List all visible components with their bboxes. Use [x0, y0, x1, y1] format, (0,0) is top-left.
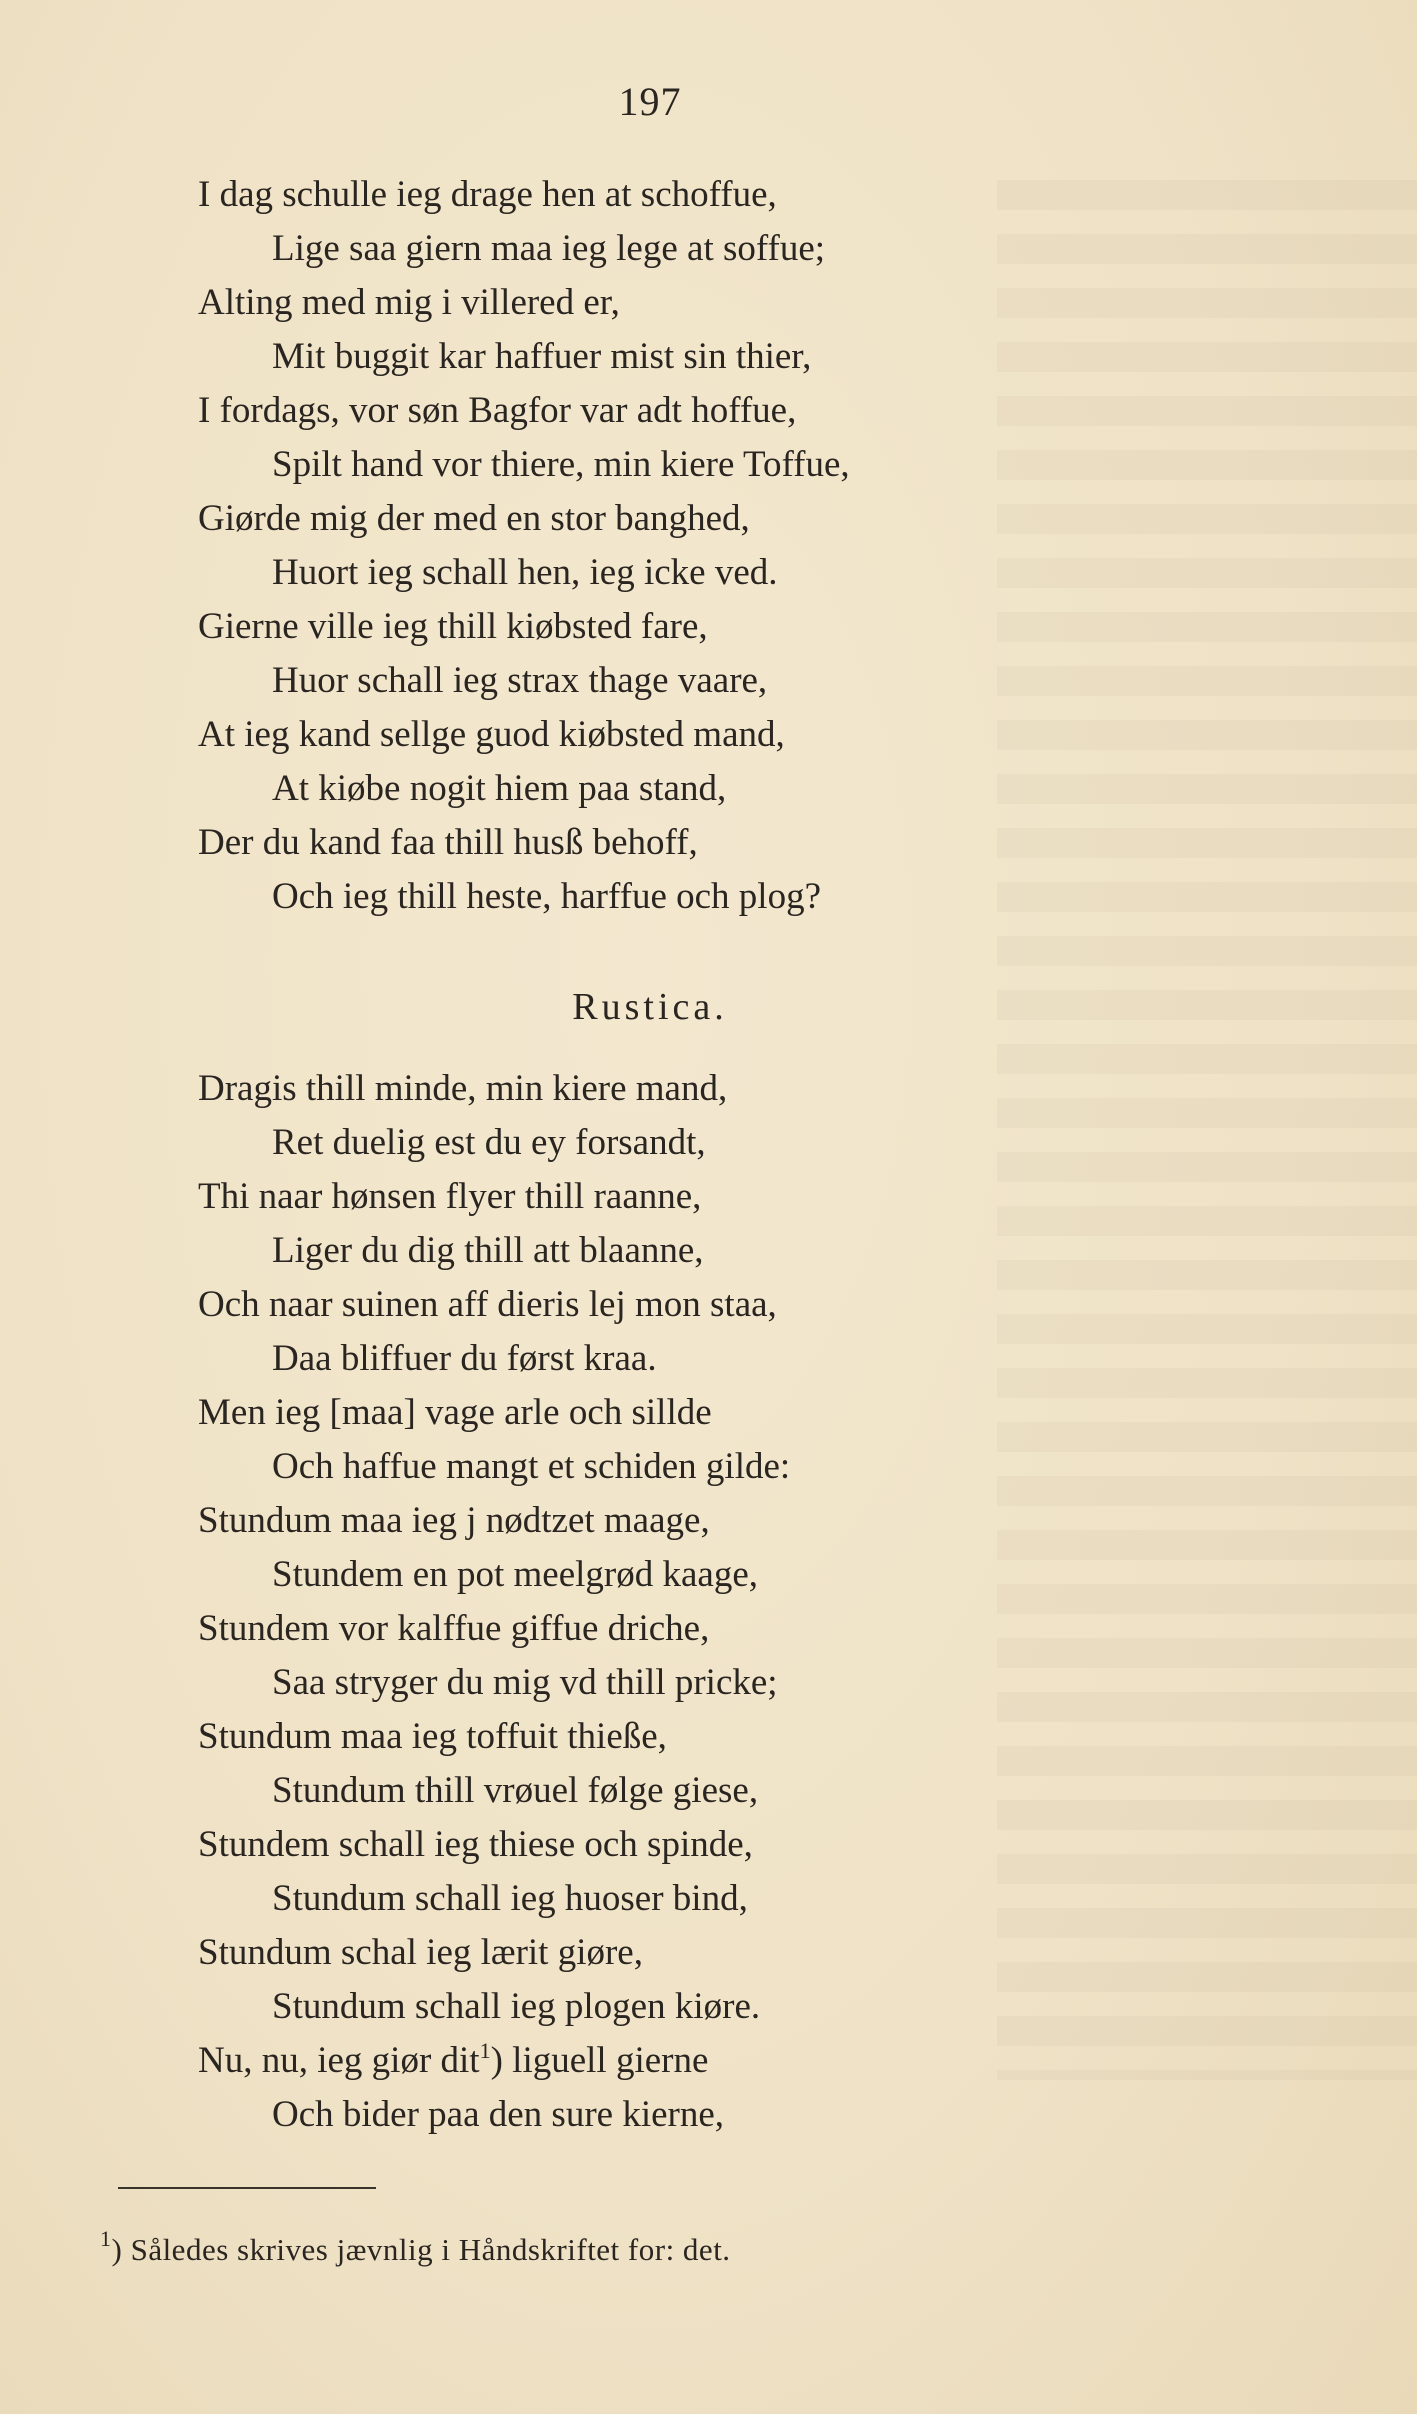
footnote-text: ) Således skrives jævnlig i Håndskriftet for: det.	[111, 2232, 731, 2267]
verse-line: Och bider paa den sure kierne,	[272, 2094, 725, 2135]
verse-line: Stundum schall ieg huoser bind,	[272, 1878, 748, 1919]
verse-line: Stundum thill vrøuel følge giese,	[272, 1770, 759, 1811]
verse-line: Saa stryger du mig vd thill pricke;	[272, 1662, 778, 1703]
verse-line	[198, 2034, 790, 2088]
verse-line: Stundum maa ieg toffuit thieße,	[198, 1716, 667, 1757]
show-through-shadow	[997, 180, 1417, 2080]
verse-line: I dag schulle ieg drage hen at schoffue,	[198, 174, 777, 215]
verse-line: I fordags, vor søn Bagfor var adt hoffue,	[198, 390, 797, 431]
verse-line: Der du kand faa thill husß behoff,	[198, 822, 698, 863]
footnote-mark: 1	[100, 2226, 112, 2251]
section-heading: Rustica.	[572, 986, 728, 1028]
verse-line: Stundem schall ieg thiese och spinde,	[198, 1824, 753, 1865]
verse-line: Lige saa giern maa ieg lege at soffue;	[272, 228, 826, 269]
verse-line: Ret duelig est du ey forsandt,	[272, 1122, 706, 1163]
footnote-divider	[118, 2187, 376, 2189]
verse-line: Thi naar hønsen flyer thill raanne,	[198, 1176, 702, 1217]
verse-line: Stundum schal ieg lærit giøre,	[198, 1932, 643, 1973]
verse-line: Stundum maa ieg j nødtzet maage,	[198, 1500, 710, 1541]
verse-line: Alting med mig i villered er,	[198, 282, 620, 323]
verse-line: Gierne ville ieg thill kiøbsted fare,	[198, 606, 708, 647]
verse-line: Giørde mig der med en stor banghed,	[198, 498, 750, 539]
verse-line: Men ieg [maa] vage arle och sillde	[198, 1392, 712, 1433]
verse-line: Och haffue mangt et schiden gilde:	[272, 1446, 791, 1487]
footnote	[100, 2226, 731, 2268]
verse-line: Mit buggit kar haffuer mist sin thier,	[272, 336, 812, 377]
verse-line: Och ieg thill heste, harffue och plog?	[272, 876, 822, 917]
verse-block-1	[198, 168, 850, 924]
verse-line: Liger du dig thill att blaanne,	[272, 1230, 704, 1271]
verse-line: Och naar suinen aff dieris lej mon staa,	[198, 1284, 777, 1325]
verse-line: At ieg kand sellge guod kiøbsted mand,	[198, 714, 785, 755]
verse-line: Daa bliffuer du først kraa.	[272, 1338, 657, 1379]
verse-line: Stundum schall ieg plogen kiøre.	[272, 1986, 761, 2027]
verse-block-2	[198, 1062, 790, 2142]
verse-line-text: ) liguell gierne	[490, 2040, 709, 2081]
verse-line: At kiøbe nogit hiem paa stand,	[272, 768, 727, 809]
verse-line: Dragis thill minde, min kiere mand,	[198, 1068, 728, 1109]
verse-line: Spilt hand vor thiere, min kiere Toffue,	[272, 444, 850, 485]
verse-line: Stundem vor kalffue giffue driche,	[198, 1608, 710, 1649]
verse-line-text: Nu, nu, ieg giør dit	[198, 2040, 480, 2081]
verse-line: Huor schall ieg strax thage vaare,	[272, 660, 768, 701]
page-number: 197	[618, 79, 682, 124]
verse-line: Stundem en pot meelgrød kaage,	[272, 1554, 759, 1595]
footnote-reference: 1	[479, 2038, 491, 2063]
verse-line: Huort ieg schall hen, ieg icke ved.	[272, 552, 778, 593]
